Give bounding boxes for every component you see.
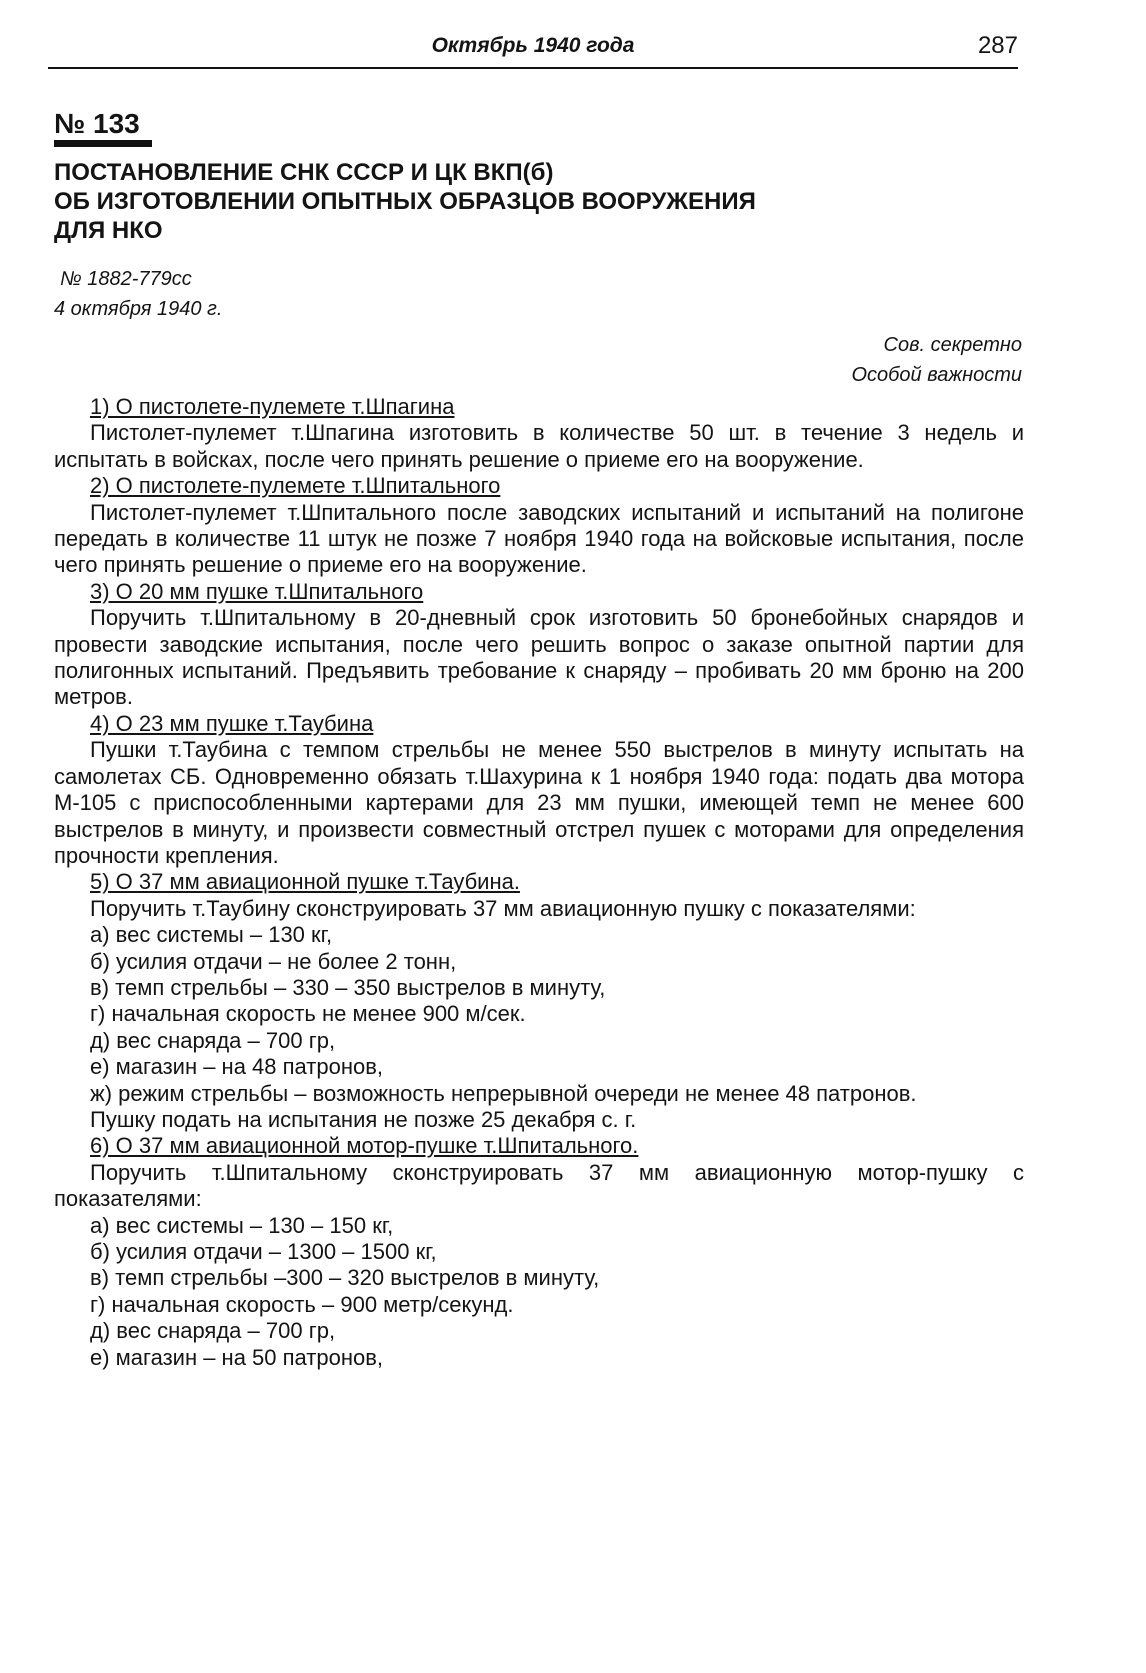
spec-item: д) вес снаряда – 700 гр, — [90, 1318, 336, 1344]
document-number-rule — [54, 140, 152, 147]
section-closing: Пушку подать на испытания не позже 25 декабря с. г. — [90, 1106, 637, 1132]
title-line: ПОСТАНОВЛЕНИЕ СНК СССР И ЦК ВКП(б) — [54, 159, 554, 186]
section-paragraph: Пистолет-пулемет т.Шпагина изготовить в количестве 50 шт. в течение 3 недель и испытать в войсках, после чего принять решение о приеме его на вооружение. — [54, 420, 1024, 472]
section-paragraph: Пушки т.Таубина с темпом стрельбы не менее 550 выстрелов в минуту испытать на самолетах СБ. Одновременно обязать т.Шахурина к 1 ноября 1940 года: подать два мотора М-105 с приспособленными картерами для 23 мм пушки, имеющей темп не менее 600 выстрелов в минуту, и произвести совместный отстрел пушек с моторами для определения прочности крепления. — [54, 737, 1024, 868]
title-line: ДЛЯ НКО — [54, 217, 163, 244]
spec-item: е) магазин – на 50 патронов, — [90, 1344, 384, 1370]
section-heading: 2) О пистолете-пулемете т.Шпитального — [90, 473, 501, 499]
spec-item: б) усилия отдачи – 1300 – 1500 кг, — [90, 1239, 437, 1264]
registration-number: № 1882-779сс — [60, 268, 192, 290]
document-number: № 133 — [54, 108, 140, 139]
section-intro: Поручить т.Таубину сконструировать 37 мм авиационную пушку с показателями: — [90, 895, 916, 921]
document-title — [54, 158, 954, 245]
header-rule — [48, 67, 1018, 69]
section-paragraph: Поручить т.Шпитальному в 20-дневный срок изготовить 50 бронебойных снарядов и провести заводские испытания, после чего решить вопрос о заказе опытной партии для полигонных испытаний. Предъявить требование к снаряду – пробивать 20 мм броню на 200 метров. — [54, 605, 1024, 710]
running-title: Октябрь 1940 года — [431, 34, 635, 57]
section-heading: 3) О 20 мм пушке т.Шпитального — [90, 578, 424, 604]
section-heading: 6) О 37 мм авиационной мотор-пушке т.Шпитального. — [90, 1133, 639, 1159]
spec-item: а) вес системы – 130 – 150 кг, — [90, 1212, 394, 1238]
spec-item: а) вес системы – 130 кг, — [90, 922, 333, 948]
spec-item: б) усилия отдачи – не более 2 тонн, — [90, 948, 457, 974]
document-date: 4 октября 1940 г. — [54, 298, 223, 320]
title-line: ОБ ИЗГОТОВЛЕНИИ ОПЫТНЫХ ОБРАЗЦОВ ВООРУЖЕНИЯ — [54, 188, 756, 215]
classification-importance: Особой важности — [851, 364, 1022, 386]
spec-item: в) темп стрельбы – 330 – 350 выстрелов в минуту, — [90, 974, 606, 1000]
section-paragraph: Пистолет-пулемет т.Шпитального после заводских испытаний и испытаний на полигоне передать в количестве 11 штук не позже 7 ноября 1940 года на войсковые испытания, после чего принять решение о приеме его на вооружение. — [54, 499, 1024, 578]
section-heading: 5) О 37 мм авиационной пушке т.Таубина. — [90, 869, 520, 895]
section-intro: Поручить т.Шпитальному сконструировать 37 мм авиационную мотор-пушку с показателями: — [54, 1159, 1024, 1212]
spec-item: ж) режим стрельбы – возможность непрерывной очереди не менее 48 патронов. — [90, 1080, 917, 1106]
classification-secret: Сов. секретно — [883, 334, 1022, 356]
spec-item: д) вес снаряда – 700 гр, — [90, 1027, 336, 1053]
spec-item: г) начальная скорость не менее 900 м/сек. — [90, 1001, 526, 1027]
spec-item: в) темп стрельбы –300 – 320 выстрелов в минуту, — [90, 1265, 600, 1291]
document-body — [54, 394, 1024, 1371]
page-number: 287 — [977, 32, 1018, 59]
spec-item: г) начальная скорость – 900 метр/секунд. — [90, 1291, 514, 1317]
section-heading: 4) О 23 мм пушке т.Таубина — [90, 710, 374, 736]
spec-item: е) магазин – на 48 патронов, — [90, 1054, 384, 1080]
page-header — [48, 34, 1018, 70]
classification-stamp — [851, 330, 1022, 390]
section-heading: 1) О пистолете-пулемете т.Шпагина — [90, 394, 455, 419]
